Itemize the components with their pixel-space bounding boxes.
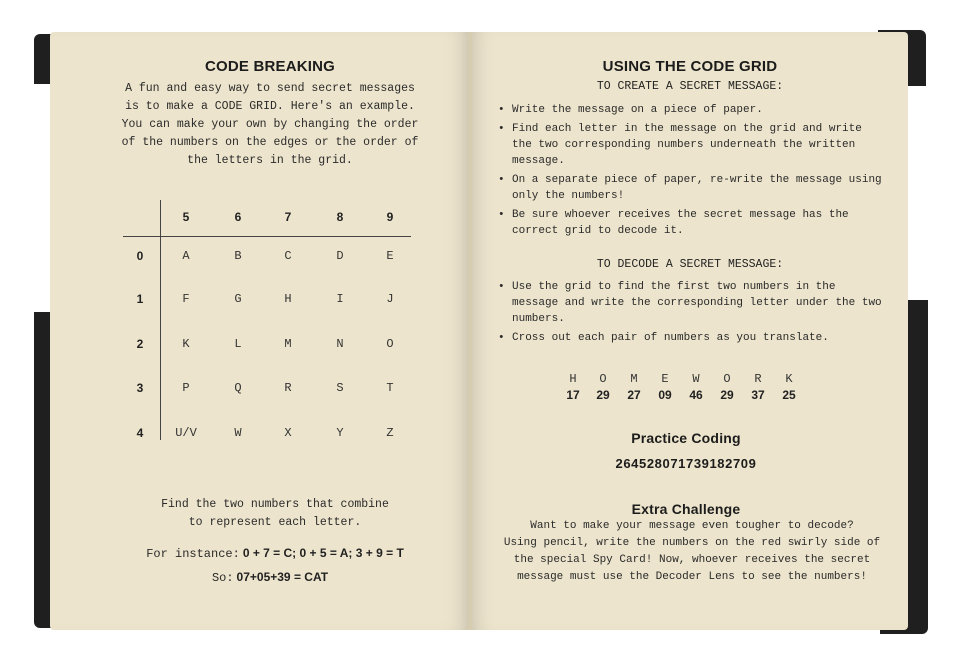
grid-cell: R	[284, 381, 292, 395]
intro-line: is to make a CODE GRID. Here's an example.	[125, 100, 415, 113]
intro-paragraph	[95, 80, 445, 170]
grid-cell: T	[386, 381, 394, 395]
decode-steps-list	[498, 279, 888, 349]
create-step: • Be sure whoever receives the secret message has the correct grid to decode it.	[498, 207, 888, 239]
example-number: 17	[566, 388, 580, 402]
intro-line: You can make your own by changing the order	[121, 118, 419, 131]
example-pair	[774, 372, 804, 402]
extra-line: Want to make your message even tougher to decode?	[530, 520, 854, 532]
right-page-title: USING THE CODE GRID	[602, 58, 778, 75]
create-step: • Write the message on a piece of paper.	[498, 102, 888, 118]
grid-cell: Z	[386, 426, 394, 440]
example-pair	[743, 372, 773, 402]
grid-row-label: 3	[136, 381, 144, 395]
grid-cell: C	[284, 249, 292, 263]
instance-values: 0 + 7 = C; 0 + 5 = A; 3 + 9 = T	[242, 546, 404, 560]
grid-cell: K	[182, 337, 190, 351]
grid-cell: A	[182, 249, 190, 263]
left-page-title: CODE BREAKING	[204, 58, 336, 75]
example-instance	[95, 544, 455, 563]
example-number: 09	[658, 388, 672, 402]
example-letter: W	[692, 372, 700, 386]
grid-cell: J	[386, 292, 394, 306]
create-step: • Find each letter in the message on the grid and write the two corresponding numbers underneath the written message.	[498, 121, 888, 169]
example-number: 37	[751, 388, 765, 402]
example-result	[120, 568, 420, 587]
decode-heading: TO DECODE A SECRET MESSAGE:	[596, 258, 784, 271]
example-letter: O	[599, 372, 607, 386]
grid-cell: D	[336, 249, 344, 263]
extra-line: message must use the Decoder Lens to see the numbers!	[517, 571, 867, 583]
intro-line: the letters in the grid.	[187, 154, 353, 167]
grid-cell: P	[182, 381, 190, 395]
find-line: to represent each letter.	[188, 516, 362, 529]
create-heading: TO CREATE A SECRET MESSAGE:	[596, 80, 784, 93]
grid-cell: X	[284, 426, 292, 440]
example-letter: R	[754, 372, 762, 386]
example-pair	[712, 372, 742, 402]
grid-cell: E	[386, 249, 394, 263]
grid-col-header: 5	[182, 210, 190, 224]
grid-row-label: 0	[136, 249, 144, 263]
grid-row-label: 4	[136, 426, 144, 440]
grid-cell: B	[234, 249, 242, 263]
grid-cell: O	[386, 337, 394, 351]
grid-col-header: 8	[336, 210, 344, 224]
example-pair	[619, 372, 649, 402]
practice-code: 264528071739182709	[615, 456, 757, 471]
book-gutter	[468, 32, 472, 630]
example-letter: K	[785, 372, 793, 386]
grid-cell: H	[284, 292, 292, 306]
example-pair	[681, 372, 711, 402]
intro-line: of the numbers on the edges or the order of	[121, 136, 419, 149]
find-instructions	[110, 496, 440, 532]
so-values: 07+05+39 = CAT	[236, 570, 329, 584]
example-letter: O	[723, 372, 731, 386]
grid-col-header: 6	[234, 210, 242, 224]
extra-line: Using pencil, write the numbers on the red swirly side of	[503, 537, 881, 549]
so-prefix: So:	[211, 571, 234, 585]
grid-col-header: 7	[284, 210, 292, 224]
decode-step: • Use the grid to find the first two numbers in the message and write the corresponding letter under the two numbers.	[498, 279, 888, 327]
example-pair	[588, 372, 618, 402]
create-steps-list	[498, 102, 888, 242]
example-pair	[650, 372, 680, 402]
grid-cell: N	[336, 337, 344, 351]
grid-cell: G	[234, 292, 242, 306]
grid-col-header: 9	[386, 210, 394, 224]
example-pair	[558, 372, 588, 402]
grid-row-label: 1	[136, 292, 144, 306]
example-letter: M	[630, 372, 638, 386]
decode-step: • Cross out each pair of numbers as you translate.	[498, 330, 888, 346]
extra-paragraph	[492, 518, 892, 586]
example-letter: E	[661, 372, 669, 386]
grid-cell: S	[336, 381, 344, 395]
grid-cell: I	[336, 292, 344, 306]
grid-cell: U/V	[175, 426, 197, 440]
extra-line: the special Spy Card! Now, whoever receives the secret	[513, 554, 871, 566]
grid-cell: W	[234, 426, 242, 440]
instance-prefix: For instance:	[146, 547, 240, 561]
create-step: • On a separate piece of paper, re-write the message using only the numbers!	[498, 172, 888, 204]
example-number: 25	[782, 388, 796, 402]
grid-horizontal-line	[123, 236, 411, 237]
grid-cell: M	[284, 337, 292, 351]
code-grid	[118, 200, 418, 445]
grid-cell: Q	[234, 381, 242, 395]
example-letter: H	[569, 372, 577, 386]
grid-cell: Y	[336, 426, 344, 440]
example-number: 29	[596, 388, 610, 402]
grid-cell: L	[234, 337, 242, 351]
grid-row-label: 2	[136, 337, 144, 351]
practice-title: Practice Coding	[631, 430, 741, 446]
example-number: 27	[627, 388, 641, 402]
example-number: 46	[689, 388, 703, 402]
extra-title: Extra Challenge	[631, 501, 741, 517]
find-line: Find the two numbers that combine	[161, 498, 389, 511]
intro-line: A fun and easy way to send secret messages	[125, 82, 415, 95]
example-number: 29	[720, 388, 734, 402]
grid-cell: F	[182, 292, 190, 306]
